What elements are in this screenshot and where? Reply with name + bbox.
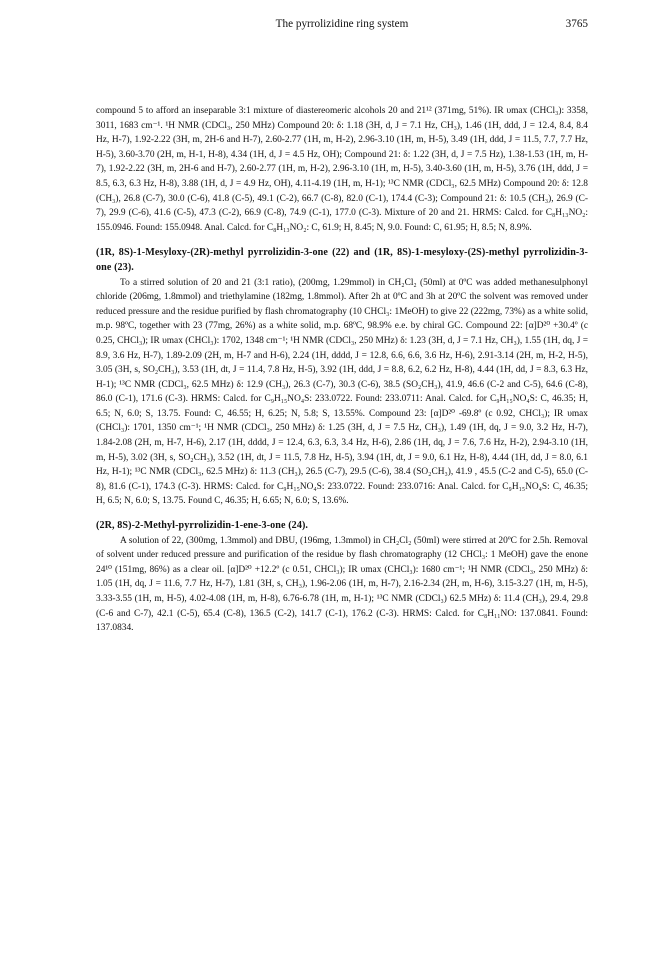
paragraph-compounds-22-23-procedure: To a stirred solution of 20 and 21 (3:1 ratio), (200mg, 1.29mmol) in CH₂Cl₂ (50ml) at 0ºC was added methanesulphonyl chloride (206mg, 1.8mmol) and triethylamine (182mg, 1.8mmol). After 2h at 0ºC and 3h at 20ºC the solvent was removed under reduced pressure and the residue purified by flash chromatography (10 CHCl₃: 1MeOH) to give 22 (222mg, 73%) as a white solid, m.p. 98ºC, together with 23 (77mg, 26%) as a white solid, m.p. 68ºC, 98.9% e.e. by chiral GC. Compound 22: [α]D²⁰ +30.4º (c 0.25, CHCl₃); IR υmax (CHCl₃): 1702, 1348 cm⁻¹; ¹H NMR (CDCl₃, 250 MHz) δ: 1.23 (3H, d, J = 7.1 Hz, CH₃), 1.55 (1H, dq, J = 8.9, 3.6 Hz, H-7), 1.89-2.09 (2H, m, H-7 and H-6), 2.24 (1H, dddd, J = 12.8, 6.6, 6.6, 3.6 Hz, H-6), 2.91-3.14 (2H, m, H-2, H-5), 3.05 (3H, s, SO₂CH₃), 3.53 (1H, dt, J = 11.4, 7.8 Hz, H-5), 3.92 (1H, ddd, J = 8.8, 6.2, 6.2 Hz, H-8), 4.44 (1H, dd, J = 8.3, 6.3 Hz, H-1); ¹³C NMR (CDCl₃, 62.5 MHz) δ: 12.9 (CH₃), 26.3 (C-7), 30.3 (C-6), 38.5 (SO₂CH₃), 41.9, 46.6 (C-2 and C-5), 64.6 (C-8), 86.0 (C-1), 171.6 (C-3). HRMS: Calcd. for C₉H₁₅NO₄S: 233.0722. Found: 233.0711: Anal. Calcd. for C₉H₁₅NO₄S: C, 46.35; H, 6.5; N, 6.0; S, 13.75. Found: C, 46.55; H, 6.25; N, 5.8; S, 13.55%. Compound 23: [α]D²⁰ -69.8º (c 0.92, CHCl₃); IR υmax (CHCl₃): 1701, 1350 cm⁻¹; ¹H NMR (CDCl₃, 250 MHz) δ: 1.25 (3H, d, J = 7.5 Hz, CH₃), 1.49 (1H, dq, J = 9.0, 3.2 Hz, H-7), 1.84-2.08 (2H, m, H-7, H-6), 2.17 (1H, dddd, J = 12.4, 6.3, 6.3, 3.4 Hz, H-6), 2.86 (1H, dq, J = 7.6, 7.6 Hz, H-2), 2.94-3.10 (1H, m, H-5), 3.02 (3H, s, SO₂CH₃), 3.52 (1H, dt, J = 11.5, 7.8 Hz, H-5), 3.94 (1H, dt, J = 9.0, 6.1 Hz, H-8), 4.44 (1H, dd, J = 8.0, 6.1 Hz, H-1); ¹³C NMR (CDCl₃, 62.5 MHz) δ: 11.3 (CH₃), 26.5 (C-7), 29.5 (C-6), 38.4 (SO₂CH₃), 41.9 , 45.5 (C-2 and C-5), 65.0 (C-8), 81.6 (C-1), 174.3 (C-3). HRMS: Calcd. for C₉H₁₅NO₄S: 233.0722. Found: 233.0716: Anal. Calcd. for C₉H₁₅NO₄S: C, 46.35; H, 6.5; N, 6.0; S, 13.75. Found C, 46.35; H, 6.65; N, 6.0; S, 13.6%. (96, 277, 588, 507)
body-text (96, 104, 588, 636)
section-heading-compound-24: (2R, 8S)-2-Methyl-pyrrolizidin-1-ene-3-one (24). (96, 520, 309, 532)
running-head (96, 18, 588, 34)
paragraph-compound-20-21-data: compound 5 to afford an inseparable 3:1 mixture of diastereomeric alcohols 20 and 21¹² (371mg, 51%). IR υmax (CHCl₃): 3358, 3011, 1683 cm⁻¹. ¹H NMR (CDCl₃, 250 MHz) Compound 20: δ: 1.18 (3H, d, J = 7.1 Hz, CH₃), 1.46 (1H, ddd, J = 12.4, 8.4, 8.4 Hz, H-7), 1.92-2.22 (3H, m, 2H-6 and H-7), 2.60-2.77 (1H, m, H-2), 2.96-3.10 (1H, m, H-5), 3.49 (1H, ddd, J = 11.5, 7.7, 7.7 Hz, H-5), 3.60-3.70 (2H, m, H-1, H-8), 4.34 (1H, d, J = 4.5 Hz, OH); Compound 21: δ: 1.22 (3H, d, J = 7.5 Hz), 1.38-1.53 (1H, m, H-7), 1.92-2.22 (3H, m, 2H-6 and H-7), 2.60-2.77 (1H, m, H-2), 2.96-3.10 (1H, m, H-5), 3.40-3.60 (1H, m, H-5), 3.76 (1H, ddd, J = 8.5, 6.3, 6.3 Hz, H-8), 3.88 (1H, d, J = 4.9 Hz, OH), 4.11-4.19 (1H, m, H-1); ¹³C NMR (CDCl₃, 62.5 MHz) Compound 20: δ: 12.8 (CH₃), 26.8 (C-7), 30.0 (C-6), 41.8 (C-5), 49.1 (C-2), 66.7 (C-8), 82.0 (C-1), 174.4 (C-3); Compound 21: δ: 10.5 (CH₃), 26.9 (C-7), 29.9 (C-6), 41.6 (C-5), 47.3 (C-2), 66.9 (C-8), 74.9 (C-1), 177.0 (C-3). Mixture of 20 and 21. HRMS: Calcd. for C₈H₁₃NO₂: 155.0946. Found: 155.0948. Anal. Calcd. for C₈H₁₃NO₂: C, 61.9; H, 8.45; N, 9.0. Found: C, 61.95; H, 8.5; N, 8.9%. (96, 106, 588, 233)
page-number: 3765 (565, 18, 588, 30)
paragraph-compound-24-procedure: A solution of 22, (300mg, 1.3mmol) and DBU, (196mg, 1.3mmol) in CH₂Cl₂ (50ml) were stirred at 20ºC for 2.5h. Removal of solvent under reduced pressure and purification of the residue by flash chromatography (12 CHCl₃: 1 MeOH) gave the enone 24¹⁰ (151mg, 86%) as a clear oil. [α]D²⁰ +12.2º (c 0.51, CHCl₃); IR υmax (CHCl₃): 1680 cm⁻¹; ¹H NMR (CDCl₃, 250 MHz) δ: 1.05 (1H, dq, J = 11.6, 7.7 Hz, H-7), 1.81 (3H, s, CH₃), 1.96-2.06 (1H, m, H-7), 2.16-2.34 (2H, m, H-6), 3.15-3.27 (1H, m, H-5), 3.33-3.55 (1H, m, H-5), 4.02-4.08 (1H, m, H-8), 6.76-6.78 (1H, m, H-1); ¹³C NMR (CDCl₃) 62.5 MHz) δ: 11.4 (CH₃), 29.4, 29.8 (C-6 and C-7), 42.1 (C-5), 65.4 (C-8), 136.5 (C-2), 141.7 (C-1), 176.2 (C-3). HRMS: Calcd. for C₈H₁₁NO: 137.0841. Found: 137.0834. (96, 535, 588, 634)
section-heading-compounds-22-23: (1R, 8S)-1-Mesyloxy-(2R)-methyl pyrrolizidin-3-one (22) and (1R, 8S)-1-mesyloxy-(2S)-methyl pyrrolizidin-3-one (23). (96, 247, 588, 273)
running-title: The pyrrolizidine ring system (275, 18, 409, 30)
